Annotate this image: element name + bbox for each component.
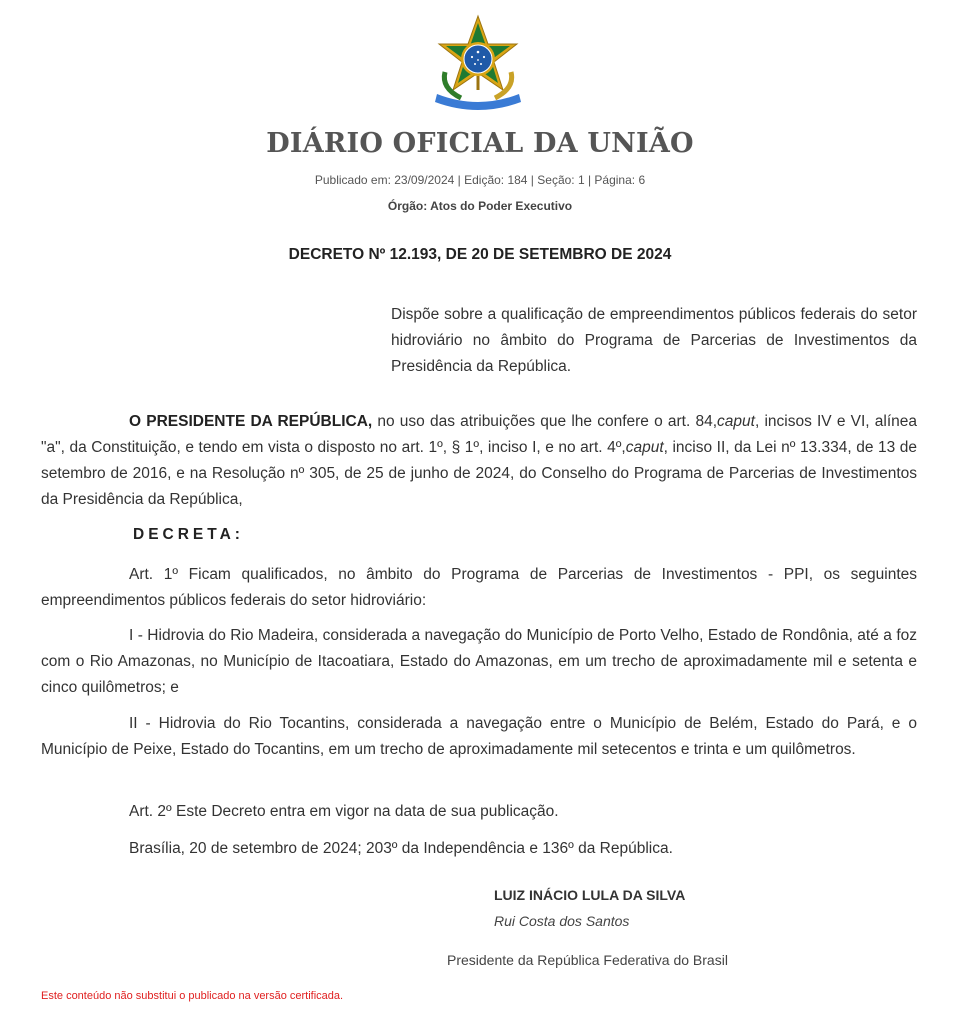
article-1-item-1: I - Hidrovia do Rio Madeira, considerada a navegação do Município de Porto Velho, Estado de Rondônia, até a foz com o Rio Amazonas, no Município de Itacoatiara, Estado do Amazonas, em um trecho de aproximadamente mil e setenta e cinco quilômetros; e — [41, 627, 917, 696]
article-1-item-2: II - Hidrovia do Rio Tocantins, considerada a navegação entre o Município de Belém, Estado do Pará, e o Município de Peixe, Estado do Tocantins, em um trecho de aproximadamente mil setecentos e trinta e um quilômetros. — [41, 715, 917, 758]
preamble-lead: O PRESIDENTE DA REPÚBLICA, — [129, 413, 373, 430]
preamble-text-2: , incisos IV e VI, alínea "a", da Constituição, e tendo em vista o disposto no art. 1º, § 1º, inciso I, e no art. 4º, — [41, 413, 918, 456]
decree-ementa: Dispõe sobre a qualificação de empreendimentos públicos federais do setor hidroviário no âmbito do Programa de Parcerias de Investimentos da Presidência da República. — [391, 306, 917, 375]
certification-disclaimer: Este conteúdo não substitui o publicado na versão certificada. — [41, 990, 344, 1002]
preamble-caput-1: caput — [717, 413, 755, 430]
decreta-heading: DECRETA: — [133, 526, 244, 543]
preamble-text-1: no uso das atribuições que lhe confere o art. 84, — [372, 413, 718, 430]
article-1: Art. 1º Ficam qualificados, no âmbito do Programa de Parcerias de Investimentos - PPI, os seguintes empreendimentos públicos federais do setor hidroviário: — [41, 566, 917, 609]
decree-title: DECRETO Nº 12.193, DE 20 DE SETEMBRO DE 2024 — [288, 246, 672, 263]
article-2: Art. 2º Este Decreto entra em vigor na data de sua publicação. — [129, 803, 559, 820]
brazil-coat-of-arms-icon — [431, 14, 525, 110]
minister-signature: Rui Costa dos Santos — [494, 913, 630, 929]
president-signature: LUIZ INÁCIO LULA DA SILVA — [494, 887, 686, 903]
decree-preamble — [41, 409, 917, 513]
place-and-date: Brasília, 20 de setembro de 2024; 203º da Independência e 136º da República. — [129, 840, 673, 857]
masthead-title: DIÁRIO OFICIAL DA UNIÃO — [266, 128, 694, 159]
publication-info: Publicado em: 23/09/2024 | Edição: 184 | Seção: 1 | Página: 6 — [314, 173, 646, 187]
preamble-caput-2: caput — [625, 439, 664, 456]
issuing-body: Órgão: Atos do Poder Executivo — [387, 199, 573, 213]
preamble-text-3: , inciso II, da Lei nº 13.334, de 13 de setembro de 2016, e na Resolução nº 305, de 25 de junho de 2024, do Conselho do Programa de Parcerias de Investimentos da Presidência da República, — [41, 439, 917, 508]
signatory-role: Presidente da República Federativa do Brasil — [447, 952, 728, 968]
